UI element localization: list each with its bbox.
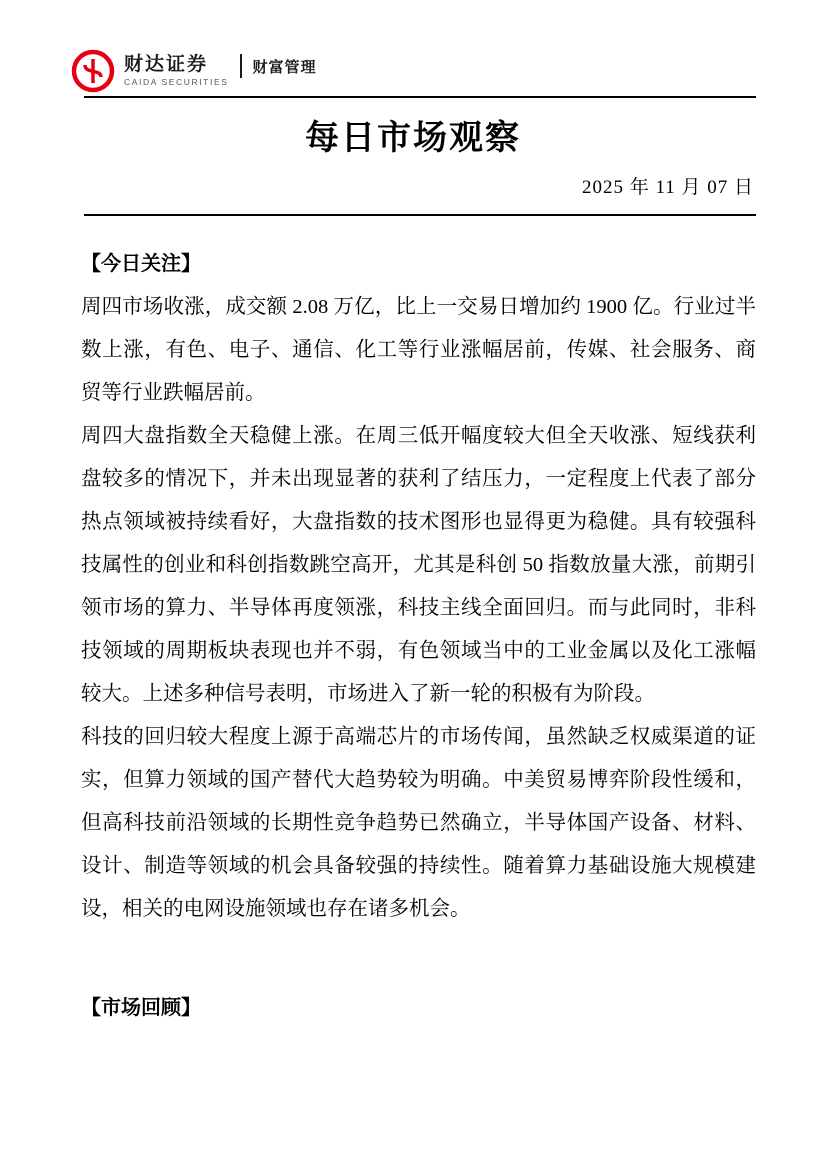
- brand-name-cn: 财达证券: [124, 54, 209, 75]
- report-date: 2025 年 11 月 07 日: [581, 177, 754, 198]
- caida-logo-icon: [70, 48, 116, 94]
- page-title: 每日市场观察: [305, 120, 521, 157]
- header-divider: [240, 54, 242, 78]
- header-rule: [84, 96, 756, 98]
- section-heading-today-focus: 【今日关注】: [81, 253, 201, 275]
- paragraph: 周四大盘指数全天稳健上涨。在周三低开幅度较大但全天收涨、短线获利盘较多的情况下，并未出现显著的获利了结压力，一定程度上代表了部分热点领域被持续看好，大盘指数的技术图形也显得更为稳健。具有较强科技属性的创业和科创指数跳空高开，尤其是科创 50 指数放量大涨，前期引领市场的算力、半导体再度领涨，科技主线全面回归。而与此同时，非科技领域的周期板块表现也并不弱，有色领域当中的工业金属以及化工涨幅较大。上述多种信号表明，市场进入了新一轮的积极有为阶段。: [81, 425, 756, 705]
- report-body: [81, 243, 756, 1030]
- brand-department: 财富管理: [252, 58, 317, 76]
- paragraph: 周四市场收涨，成交额 2.08 万亿，比上一交易日增加约 1900 亿。行业过半数上涨，有色、电子、通信、化工等行业涨幅居前，传媒、社会服务、商贸等行业跌幅居前。: [81, 296, 756, 404]
- section-heading-market-review: 【市场回顾】: [81, 997, 201, 1019]
- report-header: [70, 48, 317, 94]
- brand-name-en: CAIDA SECURITIES: [124, 77, 229, 87]
- paragraph: 科技的回归较大程度上源于高端芯片的市场传闻，虽然缺乏权威渠道的证实，但算力领域的国产替代大趋势较为明确。中美贸易博弈阶段性缓和，但高科技前沿领域的长期性竞争趋势已然确立，半导体国产设备、材料、设计、制造等领域的机会具备较强的持续性。随着算力基础设施大规模建设，相关的电网设施领域也存在诸多机会。: [81, 726, 756, 920]
- date-rule: [84, 214, 756, 216]
- brand-block: [124, 54, 228, 88]
